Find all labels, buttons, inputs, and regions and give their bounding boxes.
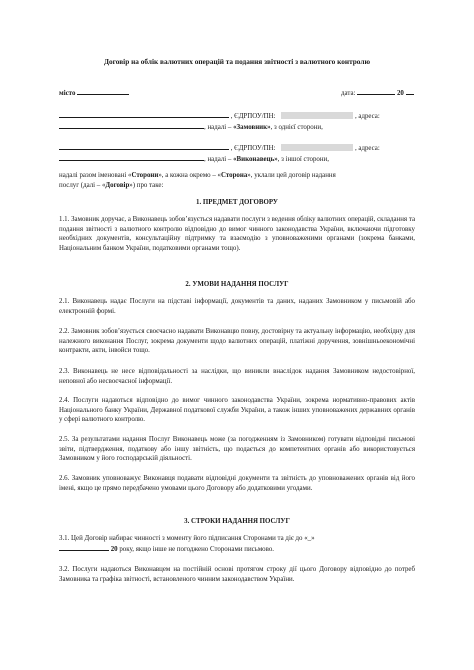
contractor-line-2 <box>59 154 329 164</box>
intro-text-4: послуг (далі – « <box>59 181 106 189</box>
p31-text-1: 3.1. Цей Договір набирає чинності з моменту його підписання Сторонами та діє до «_» <box>59 535 315 542</box>
date-blank[interactable] <box>357 88 395 95</box>
contractor-address-blank[interactable] <box>59 154 204 161</box>
paragraph-2-2: 2.2. Замовник зобов’язується своєчасно надавати Виконавцю повну, достовірну та актуальну інформацію, необхідну для належного виконання Послуг, зокрема документи щодо валютних операцій, платіжні доручення, зовнішньоекономічні контракти, акти, інвойси тощо. <box>59 328 415 355</box>
contractor-edrpou-field[interactable] <box>281 144 353 151</box>
document-title: Договір на облік валютних операцій та подання звітності з валютного контролю <box>103 57 371 66</box>
contractor-side: , з іншої сторони, <box>277 156 329 163</box>
date-line <box>341 88 414 98</box>
date-year-blank[interactable] <box>406 88 414 95</box>
place-blank[interactable] <box>77 88 129 95</box>
paragraph-2-4: 2.4. Послуги надаються відповідно до вимог чинного законодавства України, зокрема нормативно-правових актів Національного банку України, Державної податкової служби України, а також інших уповноважених державних органів у сфері валютного контролю. <box>59 397 415 424</box>
paragraph-1-1: 1.1. Замовник доручає, а Виконавець зобов’язується надавати послуги з ведення обліку валютних операцій, складання та подання звітності з валютного контролю відповідно до вимог чинного законодавства України, включаючи підготовку необхідних документів, консультаційну підтримку та взаємодію з уповноваженими органами (зокрема банками, Національним банком України, податковими органами тощо). <box>59 216 415 252</box>
place-line <box>59 88 129 98</box>
customer-edrpou-field[interactable] <box>281 112 353 119</box>
intro-text-2: », а кожна окремо – « <box>158 172 221 179</box>
p31-date-blank[interactable] <box>59 544 109 551</box>
intro-paragraph <box>59 171 415 190</box>
contractor-name-blank[interactable] <box>59 143 229 150</box>
paragraph-3-1 <box>59 534 415 554</box>
intro-text-5: ») про таке: <box>129 181 164 189</box>
customer-side: , з однієї сторони, <box>270 124 323 131</box>
customer-term: «Замовник» <box>233 124 271 131</box>
paragraph-2-6: 2.6. Замовник уповноважує Виконавця подавати відповідні документи та звітність до уповноважених органів від його імені, якщо це прямо передбачено умовами цього Договору або додатковими угодами. <box>59 475 415 492</box>
contractor-edrpou-label: , ЄДРПОУ/ПН: <box>230 145 276 152</box>
customer-name-blank[interactable] <box>59 111 229 118</box>
section-1-heading: 1. ПРЕДМЕТ ДОГОВОРУ <box>196 199 278 206</box>
paragraph-2-3: 2.3. Виконавець не несе відповідальності за наслідки, що виникли внаслідок надання Замовником недостовірної, неповної або несвоєчасної інформації. <box>59 368 415 385</box>
intro-text-1: надалі разом іменовані « <box>59 172 132 179</box>
customer-hereinafter: , надалі – <box>204 124 232 131</box>
paragraph-2-1: 2.1. Виконавець надає Послуги на підставі інформації, документів та даних, наданих Замовником у письмовій або електронній формі. <box>59 298 415 315</box>
p31-year: 20 <box>110 545 118 553</box>
party-term: Сторона <box>220 172 248 179</box>
customer-edrpou-label: , ЄДРПОУ/ПН: <box>230 113 276 120</box>
contractor-address-label: , адреса: <box>354 145 380 152</box>
p31-text-2: року, якщо інше не погоджено Сторонами письмово. <box>119 545 275 553</box>
date-label: дата: <box>341 90 356 97</box>
section-3-heading: 3. СТРОКИ НАДАННЯ ПОСЛУГ <box>184 518 290 525</box>
customer-address-label: , адреса: <box>354 113 380 120</box>
intro-text-3: », уклали цей договір надання <box>247 172 336 179</box>
place-label: місто <box>59 90 76 97</box>
customer-address-blank[interactable] <box>59 122 204 129</box>
contractor-line-1 <box>59 143 380 153</box>
contractor-term: «Виконавець» <box>233 156 278 163</box>
contractor-hereinafter: , надалі – <box>204 156 232 163</box>
customer-line-1 <box>59 111 380 121</box>
parties-term: Сторони <box>131 172 159 179</box>
date-year: 20 <box>396 90 404 97</box>
customer-line-2 <box>59 122 323 132</box>
contract-term: Договір <box>105 181 130 189</box>
paragraph-3-2: 3.2. Послуги надаються Виконавцем на постійній основі протягом строку дії цього Договору відповідно до потреб Замовника та графіка звітності, встановленого чинним законодавством України. <box>59 566 415 583</box>
section-2-heading: 2. УМОВИ НАДАННЯ ПОСЛУГ <box>185 281 289 288</box>
paragraph-2-5: 2.5. За результатами надання Послуг Виконавець може (за погодженням із Замовником) готувати відповідні письмові звіти, підтвердження, податкову або іншу звітність, що подається до компетентних органів або використовується Замовником у його господарській діяльності. <box>59 436 415 463</box>
